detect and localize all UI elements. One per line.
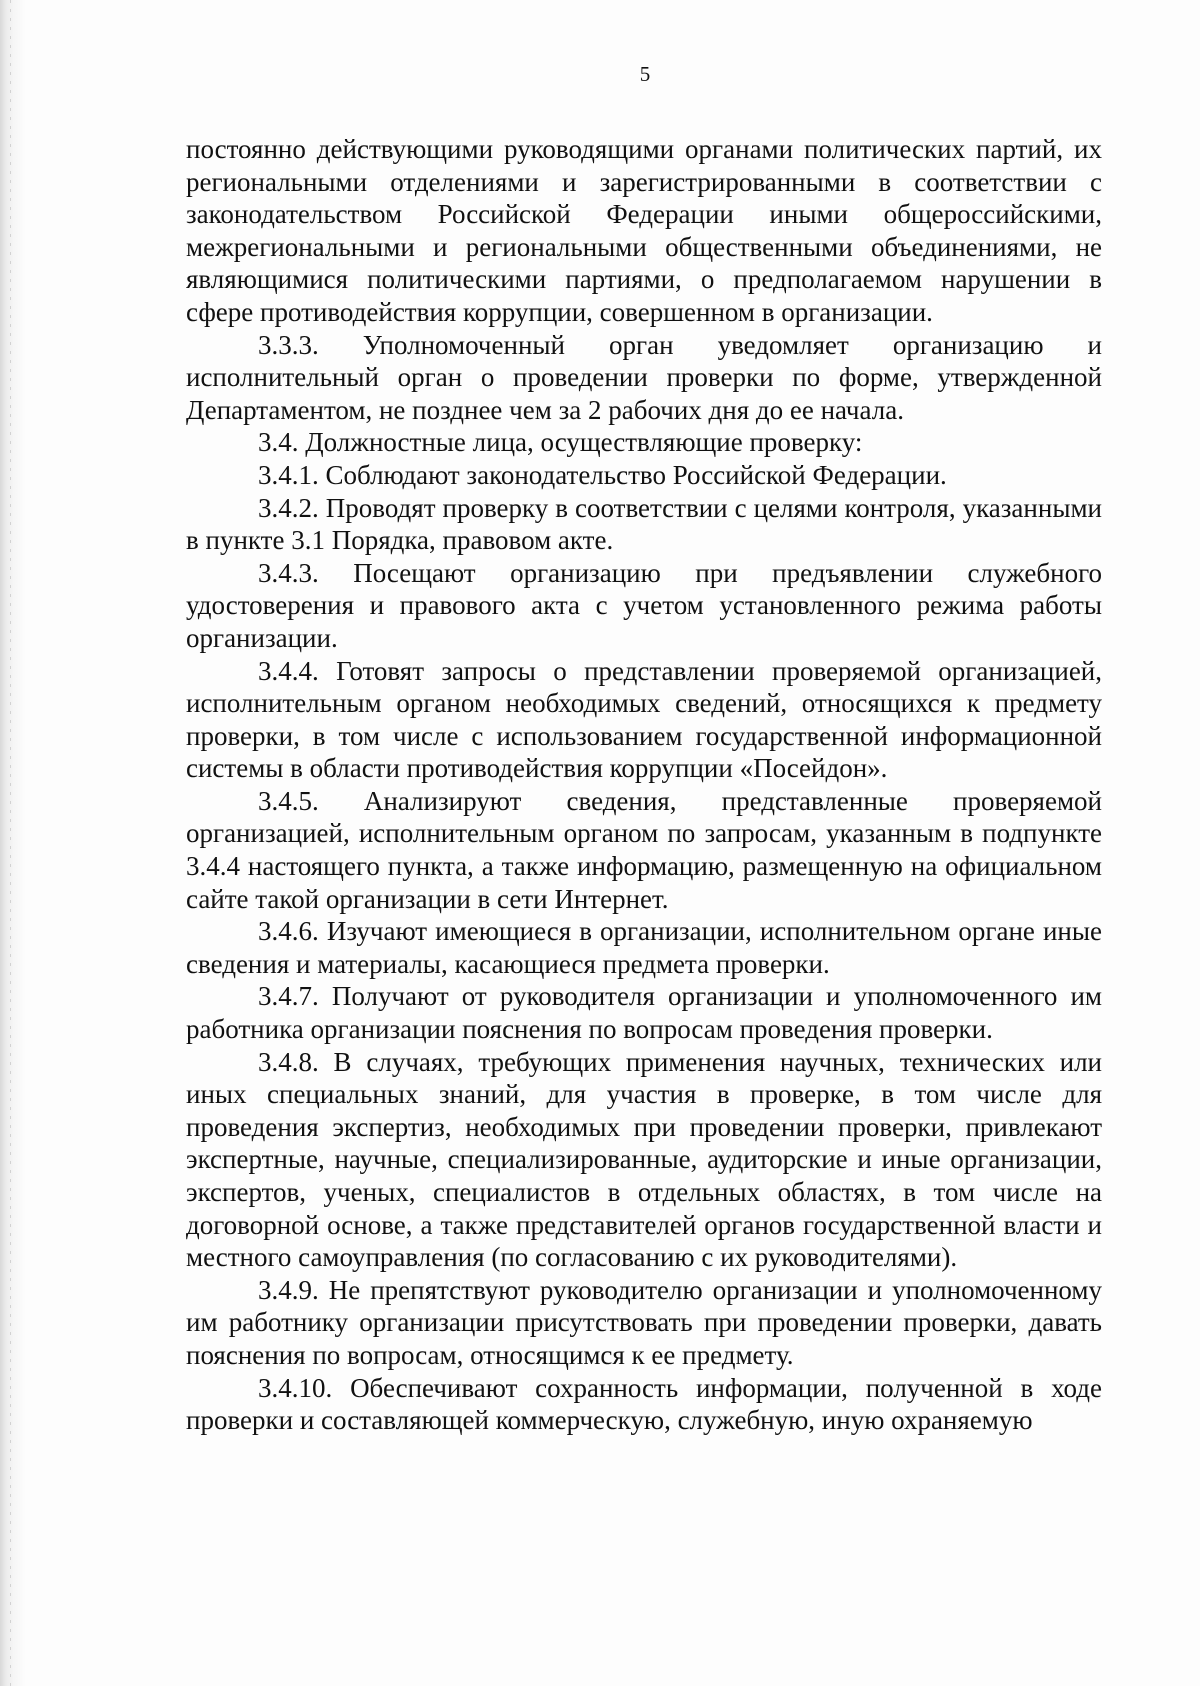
paragraph-3-4-6: 3.4.6. Изучают имеющиеся в организации, исполнительном органе иные сведения и материалы, касающиеся предмета проверки. [186,916,1102,979]
paragraph-3-4-5: 3.4.5. Анализируют сведения, представленные проверяемой организацией, исполнительным органом по запросам, указанным в подпункте 3.4.4 настоящего пункта, а также информацию, размещенную на официальном сайте такой организации в сети Интернет. [186,785,1102,914]
page-number: 5 [639,62,651,86]
paragraph-3-4-9: 3.4.9. Не препятствуют руководителю организации и уполномоченному им работнику организации присутствовать при проведении проверки, давать пояснения по вопросам, относящимся к ее предмету. [186,1274,1102,1370]
paragraph-continuation: постоянно действующими руководящими органами политических партий, их региональными отделениями и зарегистрированными в соответствии с законодательством Российской Федерации иными общероссийскими, межрегиональными и региональными общественными объединениями, не являющимися политическими партиями, о предполагаемом нарушении в сфере противодействия коррупции, совершенном в организации. [186,134,1102,327]
paragraph-3-3-3: 3.3.3. Уполномоченный орган уведомляет организацию и исполнительный орган о проведении проверки по форме, утвержденной Департаментом, не позднее чем за 2 рабочих дня до ее начала. [186,329,1102,425]
paragraph-3-4: 3.4. Должностные лица, осуществляющие проверку: [258,427,863,458]
paragraph-3-4-8: 3.4.8. В случаях, требующих применения научных, технических или иных специальных знаний, для участия в проверке, в том числе для проведения экспертиз, необходимых при проведении проверки, привлекают экспертные, научные, специализированные, аудиторские и иные организации, экспертов, ученых, специалистов в отдельных областях, в том числе на договорной основе, а также представителей органов государственной власти и местного самоуправления (по согласованию с их руководителями). [186,1046,1102,1273]
paragraph-3-4-7: 3.4.7. Получают от руководителя организации и уполномоченного им работника организации пояснения по вопросам проведения проверки. [186,981,1102,1045]
paragraph-3-4-2: 3.4.2. Проводят проверку в соответствии с целями контроля, указанными в пункте 3.1 Порядка, правовом акте. [186,492,1102,556]
paragraph-3-4-4: 3.4.4. Готовят запросы о представлении проверяемой организацией, исполнительным органом необходимых сведений, относящихся к предмету проверки, в том числе с использованием государственной информационной системы в области противодействия коррупции «Посейдон». [186,655,1102,784]
paragraph-3-4-1: 3.4.1. Соблюдают законодательство Российской Федерации. [258,459,947,490]
scan-binding-edge [0,0,26,1686]
paragraph-3-4-3: 3.4.3. Посещают организацию при предъявлении служебного удостоверения и правового акта с учетом установленного режима работы организации. [186,557,1102,653]
paragraph-3-4-10: 3.4.10. Обеспечивают сохранность информации, полученной в ходе проверки и составляющей коммерческую, служебную, иную охраняемую [186,1372,1102,1436]
document-body [186,133,1102,1437]
